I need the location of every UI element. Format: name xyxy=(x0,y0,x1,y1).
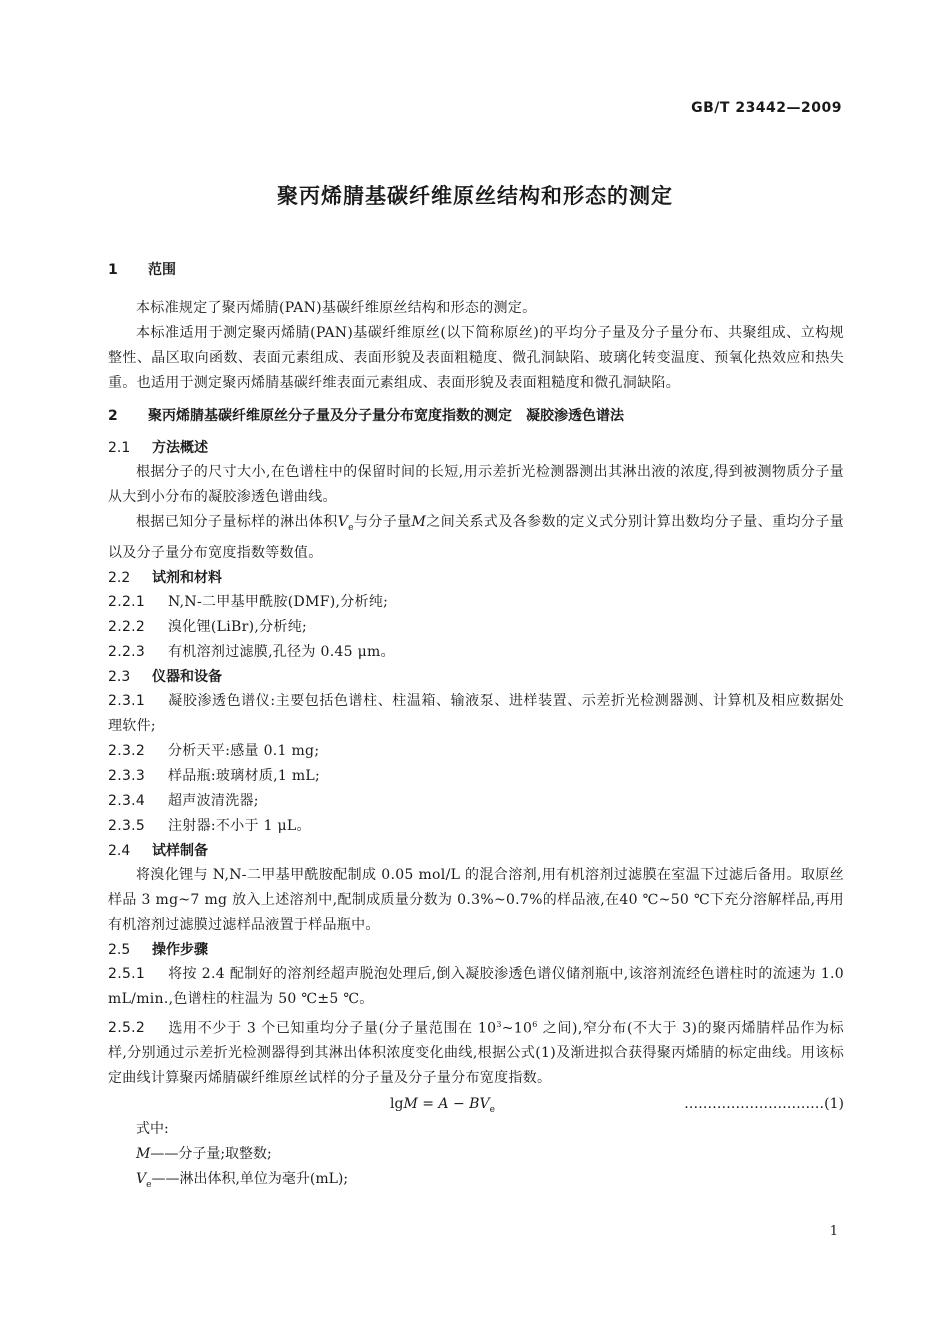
paragraph: 将溴化锂与 N,N-二甲基甲酰胺配制成 0.05 mol/L 的混合溶剂,用有机溶剂过滤膜在室温下过滤后备用。取原丝样品 3 mg~7 mg 放入上述溶剂中,配制成质量分数为 0.3%~0.7%的样品液,在40 ℃~50 ℃下充分溶解样品,再用有机溶剂过滤膜过滤样品液置于样品瓶中。 xyxy=(108,866,844,933)
formula-subscript: e xyxy=(489,1105,495,1116)
item-text: 之间),窄分布(不大于 3)的聚丙烯腈样品作为标样,分别通过示差折光检测器得到其淋出体积浓度变化曲线,根据公式(1)及渐进拟合获得聚丙烯腈的标定曲线。用该标定曲线计算聚丙烯腈碳纤维原丝试样的分子量及分子量分布宽度指数。 xyxy=(108,1020,844,1087)
item-text: 选用不少于 3 个已知重均分子量(分子量范围在 10 xyxy=(168,1020,497,1037)
formula-1 xyxy=(108,1091,844,1117)
list-item xyxy=(108,615,844,640)
item-text: 注射器:不小于 1 μL。 xyxy=(168,817,311,834)
item-text: 溴化锂(LiBr),分析纯; xyxy=(168,618,308,635)
section-title: 范围 xyxy=(148,262,176,278)
item-number: 2.5.2 xyxy=(108,1020,146,1037)
item-text: N,N-二甲基甲酰胺(DMF),分析纯; xyxy=(168,593,389,610)
def-text: ——分子量;取整数; xyxy=(150,1146,272,1163)
def-text: ——淋出体积,单位为毫升(mL); xyxy=(151,1171,349,1188)
section-2-5-heading xyxy=(108,938,844,962)
section-number: 2.5 xyxy=(108,941,131,958)
section-number: 1 xyxy=(108,262,118,278)
symbol-m: M xyxy=(411,514,427,530)
list-item xyxy=(108,590,844,615)
subscript: e xyxy=(348,522,354,533)
section-title: 试剂和材料 xyxy=(152,569,222,586)
text-run: 根据已知分子量标样的淋出体积 xyxy=(136,514,338,530)
item-number: 2.5.1 xyxy=(108,965,146,982)
document-body xyxy=(108,258,844,1198)
formula-expression xyxy=(390,1091,495,1123)
item-number: 2.3.4 xyxy=(108,792,146,809)
symbol-v: V xyxy=(337,514,349,530)
paragraph xyxy=(108,510,844,566)
section-number: 2.1 xyxy=(108,440,131,456)
document-title: 聚丙烯腈基碳纤维原丝结构和形态的测定 xyxy=(277,184,673,208)
def-symbol: M xyxy=(136,1146,151,1163)
section-number: 2.2 xyxy=(108,569,131,586)
paragraph: 本标准适用于测定聚丙烯腈(PAN)基碳纤维原丝(以下简称原丝)的平均分子量及分子量分布、共聚组成、立构规整性、晶区取向函数、表面元素组成、表面形貌及表面粗糙度、微孔洞缺陷、玻璃化转变温度、预氧化热效应和热失重。也适用于测定聚丙烯腈基碳纤维表面元素组成、表面形貌及表面粗糙度和微孔洞缺陷。 xyxy=(108,325,844,391)
superscript: 3 xyxy=(496,1019,502,1029)
definition-m xyxy=(108,1142,844,1167)
section-number: 2.4 xyxy=(108,842,131,859)
def-symbol: V xyxy=(136,1171,147,1188)
item-number: 2.3.2 xyxy=(108,742,146,759)
list-item xyxy=(108,689,844,739)
item-text: 分析天平:感量 0.1 mg; xyxy=(168,742,320,759)
section-2-1-heading xyxy=(108,436,844,460)
formula-m: M xyxy=(403,1096,418,1113)
section-number: 2.3 xyxy=(108,668,131,685)
section-1-heading xyxy=(108,258,844,282)
definition-ve xyxy=(108,1167,844,1198)
section-2-3-heading xyxy=(108,665,844,689)
list-item xyxy=(108,814,844,839)
formula-mid: = A − B xyxy=(417,1096,480,1113)
section-title: 方法概述 xyxy=(152,440,208,456)
formula-number: …………………………(1) xyxy=(684,1096,844,1113)
item-text: 超声波清洗器; xyxy=(168,792,259,809)
item-number: 2.3.1 xyxy=(108,692,146,709)
formula-v: V xyxy=(479,1096,490,1113)
def-subscript: e xyxy=(146,1180,152,1191)
item-text: 凝胶渗透色谱仪:主要包括色谱柱、柱温箱、输液泵、进样装置、示差折光检测器测、计算机及相应数据处理软件; xyxy=(108,692,844,734)
formula-lg: lg xyxy=(390,1096,404,1113)
list-item xyxy=(108,1012,844,1092)
superscript: 6 xyxy=(532,1019,538,1029)
section-2-4-heading xyxy=(108,839,844,863)
section-title: 仪器和设备 xyxy=(152,668,222,685)
page-number: 1 xyxy=(829,1224,838,1239)
section-title: 试样制备 xyxy=(152,842,208,859)
where-label: 式中: xyxy=(136,1121,169,1138)
standard-code: GB/T 23442—2009 xyxy=(691,100,842,116)
section-title: 聚丙烯腈基碳纤维原丝分子量及分子量分布宽度指数的测定 凝胶渗透色谱法 xyxy=(148,408,624,424)
paragraph: 根据分子的尺寸大小,在色谱柱中的保留时间的长短,用示差折光检测器测出其淋出液的浓度,得到被测物质分子量从大到小分布的凝胶渗透色谱曲线。 xyxy=(108,464,844,505)
paragraph: 本标准规定了聚丙烯腈(PAN)基碳纤维原丝结构和形态的测定。 xyxy=(136,300,537,316)
list-item xyxy=(108,739,844,764)
item-number: 2.2.3 xyxy=(108,643,146,660)
item-text: 有机溶剂过滤膜,孔径为 0.45 μm。 xyxy=(168,643,395,660)
item-number: 2.3.5 xyxy=(108,817,146,834)
item-text: ~10 xyxy=(501,1020,533,1037)
section-number: 2 xyxy=(108,408,118,424)
list-item xyxy=(108,962,844,1012)
item-number: 2.2.2 xyxy=(108,618,146,635)
section-2-heading xyxy=(108,404,844,428)
item-text: 样品瓶:玻璃材质,1 mL; xyxy=(168,767,321,784)
list-item xyxy=(108,789,844,814)
text-run: 之间关系式及各参数的定义式分别计算出数均分子量、重均分子量以及分子量分布宽度指数等数值。 xyxy=(108,514,845,561)
text-run: 与分子量 xyxy=(353,514,412,530)
list-item xyxy=(108,764,844,789)
item-number: 2.2.1 xyxy=(108,593,146,610)
section-2-2-heading xyxy=(108,566,844,590)
item-number: 2.3.3 xyxy=(108,767,146,784)
item-text: 将按 2.4 配制好的溶剂经超声脱泡处理后,倒入凝胶渗透色谱仪储剂瓶中,该溶剂流经色谱柱时的流速为 1.0 mL/min.,色谱柱的柱温为 50 ℃±5 ℃。 xyxy=(108,965,844,1007)
section-title: 操作步骤 xyxy=(152,941,208,958)
list-item xyxy=(108,640,844,665)
